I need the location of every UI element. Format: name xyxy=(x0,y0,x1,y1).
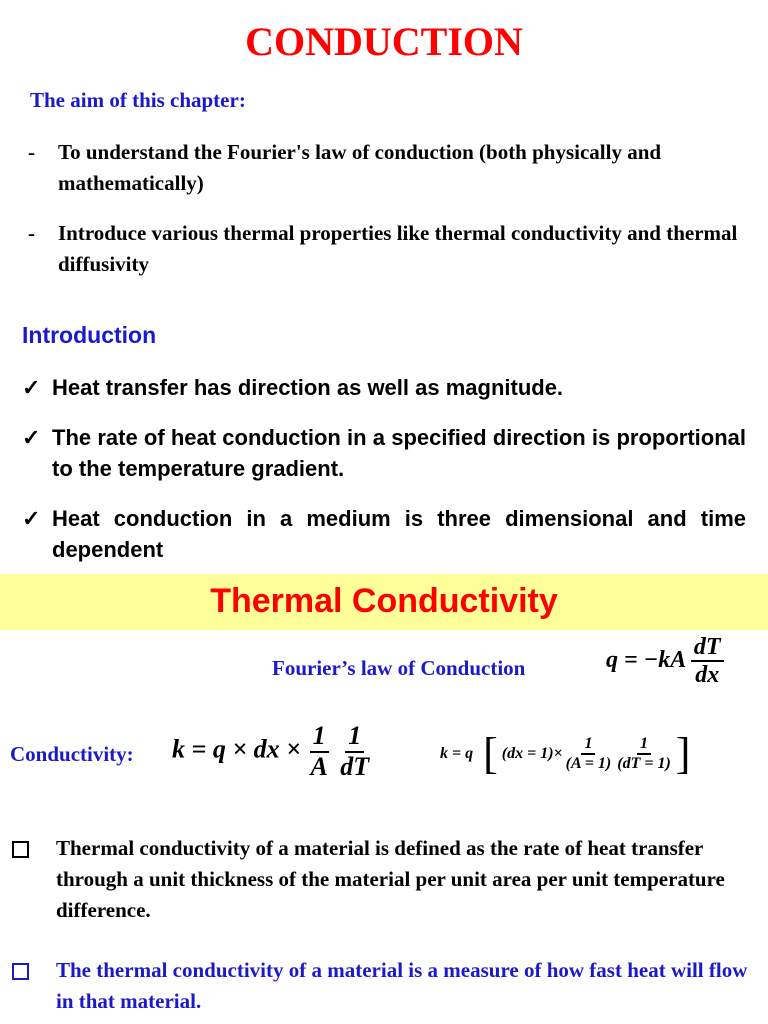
unit-numerator-1: 1 xyxy=(581,735,595,755)
conductivity-bullet xyxy=(12,955,754,1017)
intro-item xyxy=(22,503,746,565)
aim-item xyxy=(28,218,758,280)
aim-item-text: Introduce various thermal properties like thermal conductivity and thermal diffusivity xyxy=(58,221,738,276)
page-title: CONDUCTION xyxy=(245,19,523,64)
k-numerator-1: 1 xyxy=(310,722,329,753)
k-lhs: k = q × dx × xyxy=(172,734,301,764)
unit-fraction-1 xyxy=(563,735,615,772)
fourier-denominator: dx xyxy=(695,662,720,689)
unit-denominator-1: (A = 1) xyxy=(565,755,612,772)
checkmark-icon: ✓ xyxy=(22,375,41,400)
aim-item xyxy=(28,137,758,199)
conductivity-equation xyxy=(172,722,372,781)
conductivity-bullet-text: The thermal conductivity of a material is a measure of how fast heat will flow in that material. xyxy=(56,958,748,1013)
checkmark-icon: ✓ xyxy=(22,506,41,531)
dash-marker: - xyxy=(28,221,35,245)
section-heading: Thermal Conductivity xyxy=(210,582,558,620)
unit-lhs: k = q xyxy=(440,745,474,762)
intro-item-text: Heat conduction in a medium is three dimensional and time dependent xyxy=(52,506,746,562)
k-denominator-1: A xyxy=(310,751,328,781)
left-bracket: [ xyxy=(483,729,498,778)
checkmark-icon: ✓ xyxy=(22,425,41,450)
intro-item-text: Heat transfer has direction as well as magnitude. xyxy=(52,375,564,400)
conductivity-bullet xyxy=(12,833,754,926)
k-fraction-1 xyxy=(307,722,330,781)
fourier-lhs: q = −kA xyxy=(606,646,685,673)
fourier-equation xyxy=(606,634,724,689)
introduction-label: Introduction xyxy=(22,322,157,348)
k-numerator-2: 1 xyxy=(345,722,364,753)
fourier-fraction xyxy=(691,634,724,689)
aim-item-text: To understand the Fourier's law of conduction (both physically and mathematically) xyxy=(58,140,662,195)
k-fraction-2 xyxy=(337,722,372,781)
intro-item xyxy=(22,372,746,403)
unit-equation xyxy=(440,729,691,778)
fourier-numerator: dT xyxy=(691,634,724,662)
unit-dx: (dx = 1)× xyxy=(501,745,563,762)
intro-item xyxy=(22,422,746,484)
fourier-label: Fourier’s law of Conduction xyxy=(272,656,526,680)
dash-marker: - xyxy=(28,140,35,164)
conductivity-bullet-text: Thermal conductivity of a material is defined as the rate of heat transfer through a unit thickness of the material per unit area per unit temperature difference. xyxy=(56,836,725,922)
unit-fraction-2 xyxy=(614,735,674,772)
right-bracket: ] xyxy=(675,729,691,778)
conductivity-label: Conductivity: xyxy=(10,742,134,766)
aim-label: The aim of this chapter: xyxy=(30,88,246,112)
k-denominator-2: dT xyxy=(340,751,370,781)
square-bullet-icon xyxy=(12,833,56,926)
square-bullet-icon xyxy=(12,955,56,1017)
intro-item-text: The rate of heat conduction in a specified direction is proportional to the temperature gradient. xyxy=(52,425,746,481)
unit-denominator-2: (dT = 1) xyxy=(617,755,671,772)
unit-numerator-2: 1 xyxy=(637,735,651,755)
